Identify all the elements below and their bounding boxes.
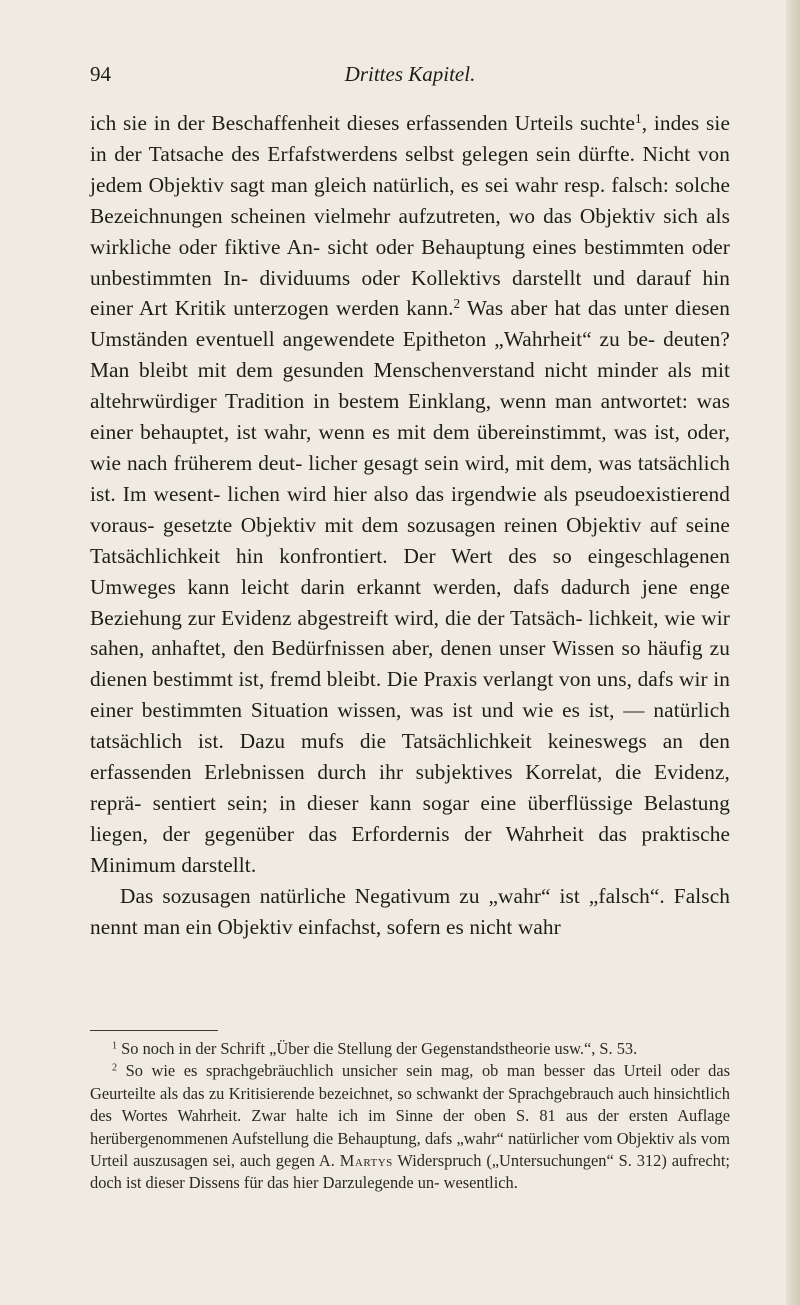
paragraph-1-part-a: ich sie in der Beschaffenheit dieses erfassenden Urteils suchte bbox=[90, 111, 636, 135]
footnote-1-text: So noch in der Schrift „Über die Stellung der Gegenstandstheorie usw.“, S. 53. bbox=[117, 1039, 638, 1058]
author-name-marty: Martys bbox=[339, 1151, 393, 1171]
footnote-rule bbox=[90, 1030, 218, 1031]
footnote-2-text-a: So wie es sprachgebräuchlich unsicher sein mag, ob man besser das Urteil oder das Geurteilte als das zu Kritisierende bezeichnet, so schwankt der Sprachgebrauch auch hinsichtlich des Wortes Wahrheit. Zwar halte ich im Sinne der oben S. 81 aus der ersten Auflage herübergenommenen Aufstellung die Behauptung, dafs „wahr“ natürlicher vom Objektiv als vom Urteil auszusagen sei, auch gegen A. bbox=[90, 1061, 730, 1171]
paragraph-2: Das sozusagen natürliche Negativum zu „wahr“ ist „falsch“. Falsch nennt man ein Objektiv einfachst, sofern es nicht wahr bbox=[90, 883, 730, 939]
footnote-ref-1: 1 bbox=[635, 110, 642, 126]
page-number: 94 bbox=[90, 62, 111, 86]
page-edge-shadow bbox=[786, 0, 800, 1305]
chapter-title: Drittes Kapitel. bbox=[344, 62, 476, 86]
body-text bbox=[90, 108, 730, 942]
footnote-1-mark: 1 bbox=[112, 1040, 118, 1052]
paragraph-1-part-b: , indes sie in der Tatsache des Erfafstwerdens selbst gelegen sein dürfte. Nicht von jedem Objektiv sagt man gleich natürlich, es sei wahr resp. falsch: solche Bezeichnungen scheinen vielmehr aufzutreten, wo das Objektiv sich als wirkliche oder fiktive An- sicht oder Behauptung eines bestimmten oder unbestimmten In- dividuums oder Kollektivs darstellt und darauf hin einer Art Kritik unterzogen werden kann. bbox=[90, 111, 731, 321]
footnote-2-text-b: Widerspruch („Untersuchungen“ S. 312) aufrecht; doch ist dieser Dissens für das hier Darzulegende un- wesentlich. bbox=[90, 1151, 730, 1193]
paragraph-1 bbox=[90, 108, 730, 881]
footnote-2 bbox=[90, 1060, 730, 1194]
paragraph-1-part-c: Was aber hat das unter diesen Umständen eventuell angewendete Epitheton „Wahrheit“ zu be- deuten? Man bleibt mit dem gesunden Menschenverstand nicht minder als mit altehrwürdiger Tradition in bestem Einklang, wenn man antwortet: was einer behauptet, ist wahr, wenn es mit dem übereinstimmt, was ist, oder, wie nach früherem deut- licher gesagt sein wird, mit dem, was tatsächlich ist. Im wesent- lichen wird hier also das irgendwie als pseudoexistierend voraus- gesetzte Objektiv mit dem sozusagen reinen Objektiv auf seine Tatsächlichkeit hin konfrontiert. Der Wert des so eingeschlagenen Umweges kann leicht darin erkannt werden, dafs dadurch jene enge Beziehung zur Evidenz abgestreift wird, die der Tatsäch- lichkeit, wie wir sahen, anhaftet, den Bedürfnissen aber, denen unser Wissen so häufig zu dienen bestimmt ist, fremd bleibt. Die Praxis verlangt von uns, dafs wir in einer bestimmten Situation wissen, was ist und wie es ist, — natürlich tatsächlich ist. Dazu mufs die Tatsächlichkeit keineswegs an den erfassenden Erlebnissen durch ihr subjektives Korrelat, die Evidenz, reprä- sentiert sein; in dieser kann sogar eine überflüssige Belastung liegen, der gegenüber das Erfordernis der Wahrheit das praktische Minimum darstellt. bbox=[90, 296, 730, 877]
running-head bbox=[90, 62, 730, 90]
footnote-ref-2: 2 bbox=[453, 296, 461, 312]
footnote-1 bbox=[90, 1038, 730, 1060]
footnotes bbox=[90, 1038, 730, 1195]
footnote-2-mark: 2 bbox=[112, 1062, 118, 1074]
